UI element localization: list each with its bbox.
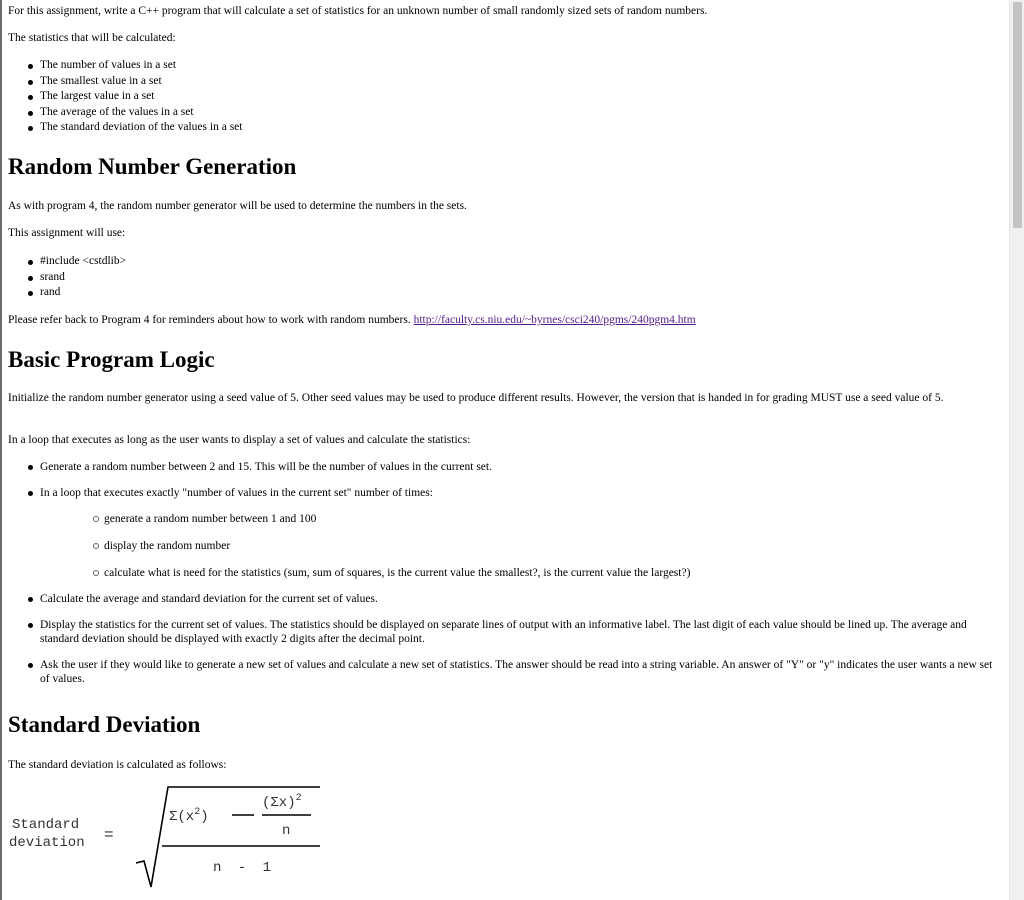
list-item: display the random number [40, 539, 998, 553]
random-paragraph: As with program 4, the random number generator will be used to determine the numbers in the sets. [8, 200, 467, 212]
squared-exponent: 2 [194, 807, 201, 818]
stats-list [8, 58, 998, 136]
random-uses-label: This assignment will use: [8, 227, 126, 239]
list-item [8, 486, 998, 580]
list-item: Generate a random number between 2 and 15. This will be the number of values in the current set. [8, 460, 998, 474]
heading-random-number-generation: Random Number Generation [8, 154, 297, 179]
list-item: The largest value in a set [8, 89, 998, 105]
list-item: The standard deviation of the values in a set [8, 120, 998, 136]
list-item: #include <cstdlib> [8, 254, 998, 270]
list-item: calculate what is need for the statistics (sum, sum of squares, is the current value the smallest?, is the current value the largest?) [40, 566, 998, 580]
list-item: Ask the user if they would like to generate a new set of values and calculate a new set of statistics. The answer should be read into a string variable. An answer of "Y" or "y" indicates the user wants a new set of values. [8, 658, 998, 686]
list-item: generate a random number between 1 and 100 [40, 512, 998, 526]
step2-text: In a loop that executes exactly "number of values in the current set" number of times: [40, 487, 433, 499]
stats-intro: The statistics that will be calculated: [8, 32, 176, 44]
sum-x-exponent: 2 [295, 793, 302, 804]
denominator-n-minus-1: n - 1 [213, 860, 272, 876]
list-item: Display the statistics for the current set of values. The statistics should be displayed on separate lines of output with an informative label. The last digit of each value should be lined up. The average and standard deviation should be displayed with exactly 2 digits after the decimal point. [8, 618, 998, 646]
intro-paragraph: For this assignment, write a C++ program that will calculate a set of statistics for an unknown number of small randomly sized sets of random numbers. [8, 5, 708, 17]
logic-paragraph-loop: In a loop that executes as long as the user wants to display a set of values and calculate the statistics: [8, 434, 471, 446]
random-items-list [8, 254, 998, 301]
inner-denominator-n: n [282, 823, 291, 839]
random-reference [8, 313, 998, 327]
logic-paragraph-seed: Initialize the random number generator using a seed value of 5. Other seed values may be used to produce different results. However, the version that is handed in for grading MUST use a seed value of 5. [8, 392, 944, 404]
list-item: rand [8, 285, 998, 301]
window-left-border [0, 0, 2, 900]
heading-basic-program-logic: Basic Program Logic [8, 347, 215, 372]
heading-standard-deviation: Standard Deviation [8, 712, 201, 737]
list-item: The number of values in a set [8, 58, 998, 74]
scrollbar-thumb[interactable] [1013, 2, 1022, 228]
reference-text: Please refer back to Program 4 for reminders about how to work with random numbers. [8, 314, 411, 326]
list-item: Calculate the average and standard deviation for the current set of values. [8, 592, 998, 606]
std-dev-formula [8, 783, 348, 893]
vertical-scrollbar[interactable] [1009, 0, 1024, 900]
logic-steps-list [8, 460, 998, 698]
formula-equals: = [104, 826, 114, 844]
formula-label-standard: Standard [12, 817, 80, 833]
program4-link[interactable]: http://faculty.cs.niu.edu/~byrnes/csci240/pgms/240pgm4.htm [413, 314, 696, 326]
list-item: The smallest value in a set [8, 74, 998, 90]
substeps-list [40, 512, 998, 580]
sum-x-squared: $(\Sigma x)^2$ [262, 793, 302, 811]
sum-of-squares: $\Sigma(x^2)$ [169, 807, 209, 825]
stddev-paragraph: The standard deviation is calculated as follows: [8, 759, 227, 771]
list-item: srand [8, 270, 998, 286]
formula-label-deviation: deviation [9, 835, 85, 851]
list-item: The average of the values in a set [8, 105, 998, 121]
